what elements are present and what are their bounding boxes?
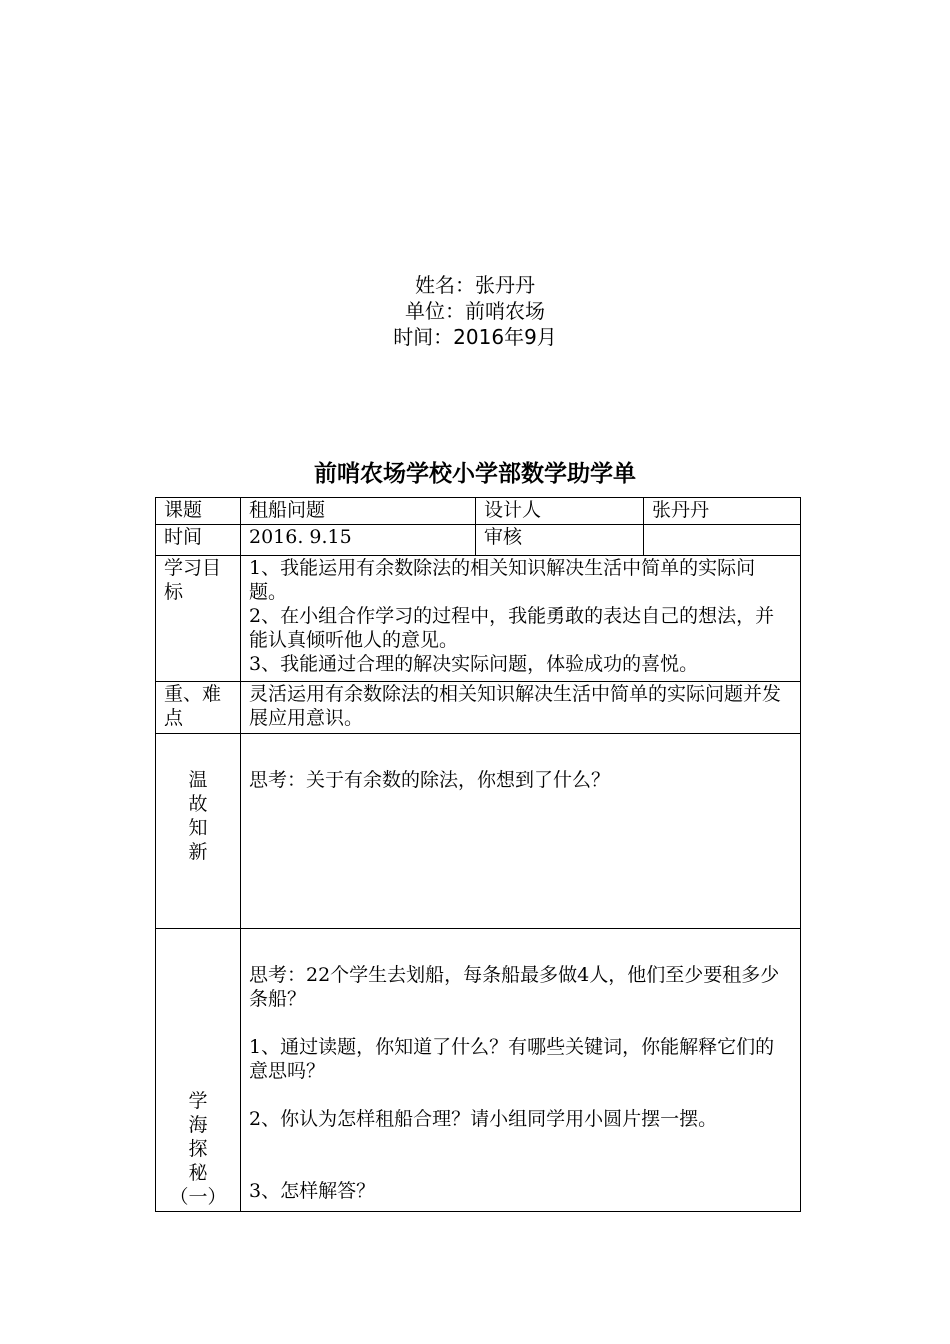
goal-item: 1、我能运用有余数除法的相关知识解决生活中简单的实际问题。: [249, 557, 756, 603]
worksheet-table: [155, 497, 801, 1212]
review-value: [644, 525, 801, 556]
time-row: [156, 525, 801, 556]
worksheet-title: 前哨农场学校小学部数学助学单: [314, 461, 636, 487]
time-label: 时间: [156, 525, 241, 556]
review-section-label: 温 故 知 新: [156, 734, 241, 929]
goals-row: [156, 556, 801, 682]
designer-label: 设计人: [476, 498, 644, 525]
explore-row: [156, 929, 801, 1212]
key-content: 灵活运用有余数除法的相关知识解决生活中简单的实际问题并发展应用意识。: [241, 682, 801, 734]
explore-item: 1、通过读题，你知道了什么？有哪些关键词，你能解释它们的意思吗？: [249, 1036, 775, 1082]
designer-value: 张丹丹: [644, 498, 801, 525]
review-section-row: [156, 734, 801, 929]
topic-label: 课题: [156, 498, 241, 525]
explore-label: 学 海 探 秘 （一）: [156, 929, 241, 1212]
explore-item: 思考：22个学生去划船，每条船最多做4人，他们至少要租多少条船？: [249, 964, 780, 1010]
review-label: 审核: [476, 525, 644, 556]
topic-row: [156, 498, 801, 525]
cover-info: [0, 272, 950, 350]
goal-item: 3、我能通过合理的解决实际问题，体验成功的喜悦。: [249, 653, 699, 675]
author-unit: 单位：前哨农场: [405, 299, 545, 323]
goals-label: 学习目标: [156, 556, 241, 682]
author-date: 时间：2016年9月: [393, 325, 557, 349]
explore-item: 3、怎样解答？: [249, 1180, 376, 1202]
goals-content: [241, 556, 801, 682]
key-row: [156, 682, 801, 734]
time-value: 2016. 9.15: [241, 525, 476, 556]
explore-content: [241, 929, 801, 1212]
review-section-content: 思考：关于有余数的除法，你想到了什么？: [241, 734, 801, 929]
key-label: 重、难点: [156, 682, 241, 734]
explore-item: 2、你认为怎样租船合理？请小组同学用小圆片摆一摆。: [249, 1108, 718, 1130]
topic-value: 租船问题: [241, 498, 476, 525]
goal-item: 2、在小组合作学习的过程中，我能勇敢的表达自己的想法，并能认真倾听他人的意见。: [249, 605, 775, 651]
author-name: 姓名：张丹丹: [415, 273, 535, 297]
